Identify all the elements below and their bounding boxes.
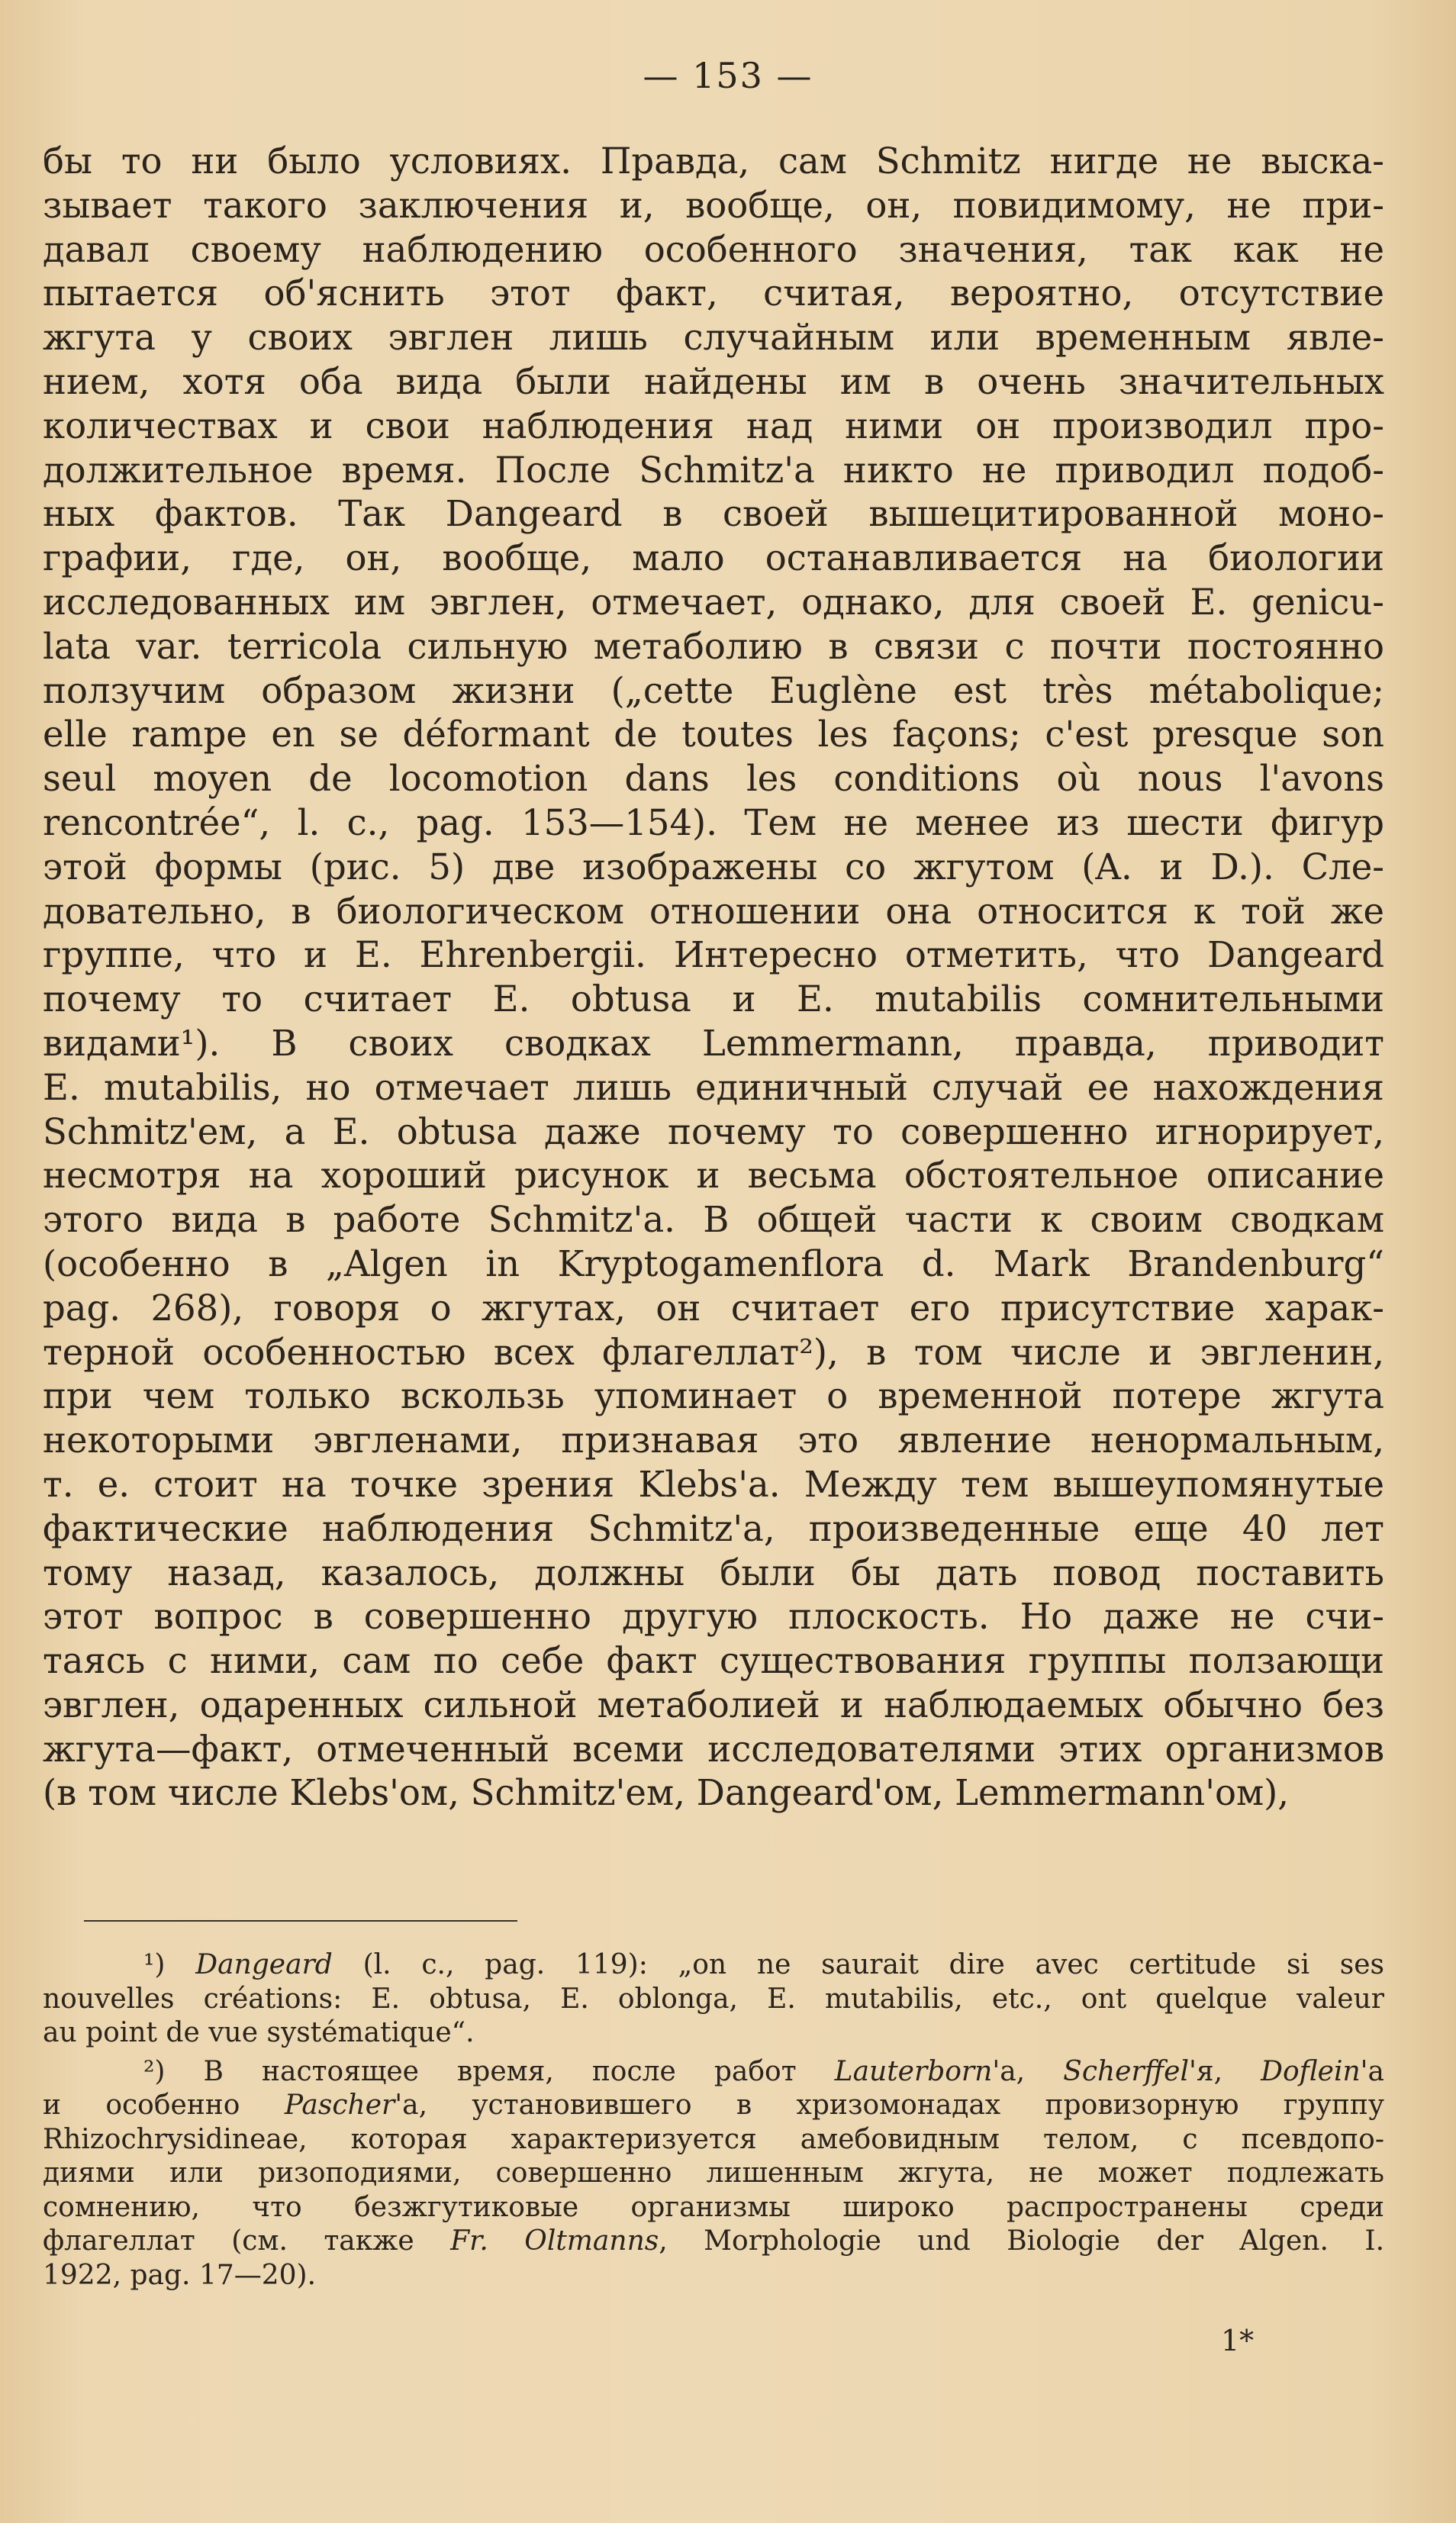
body-line: пытается об'яснить этот факт, считая, вероятно, отсутствие <box>43 272 1384 314</box>
body-line: таясь с ними, сам по себе факт существования группы ползающи <box>43 1640 1384 1682</box>
footnote-text: 1922, pag. 17—20). <box>43 2259 317 2291</box>
footnote-line <box>43 2259 1384 2293</box>
footnote-text: Rhizochrysidineae, которая характеризуется амебовидным телом, с псевдопо- <box>43 2123 1384 2155</box>
footnote-text: сомнению, что безжгутиковые организмы широко распространены среди <box>43 2191 1384 2223</box>
footnote-line <box>43 2055 1384 2090</box>
footnote-line <box>43 2191 1384 2225</box>
footnote-text: (l. c., pag. 119): „on ne saurait dire avec certitude si ses <box>332 1949 1384 1980</box>
body-line: эвглен, одаренных сильной метаболией и наблюдаемых обычно без <box>43 1684 1384 1726</box>
footnote-text: au point de vue systématique“. <box>43 2017 475 2048</box>
body-line: rencontrée“, l. c., pag. 153—154). Тем не менее из шести фигур <box>43 801 1384 843</box>
body-line: Schmitz'ем, а E. obtusa даже почему то совершенно игнорирует, <box>43 1110 1384 1152</box>
body-line: некоторыми эвгленами, признавая это явление ненормальным, <box>43 1419 1384 1461</box>
footnote-italic-name: Dangeard <box>195 1949 333 1980</box>
body-line: E. mutabilis, но отмечает лишь единичный случай ее нахождения <box>43 1066 1384 1108</box>
signature-mark: 1* <box>1221 2324 1255 2357</box>
body-line: группе, что и E. Ehrenbergii. Интересно отметить, что Dangeard <box>43 934 1384 976</box>
body-line: pag. 268), говоря о жгутах, он считает его присутствие харак- <box>43 1287 1384 1329</box>
footnote-italic-name: Fr. Oltmanns <box>450 2225 659 2257</box>
body-line: видами¹). В своих сводках Lemmermann, правда, приводит <box>43 1022 1384 1064</box>
body-line: бы то ни было условиях. Правда, сам Schmitz нигде не выска- <box>43 140 1384 182</box>
body-line: терной особенностью всех флагеллат²), в том числе и эвгленин, <box>43 1331 1384 1373</box>
body-line: при чем только вскользь упоминает о временной потере жгута <box>43 1375 1384 1417</box>
footnote-italic-name: Doflein <box>1261 2055 1361 2087</box>
page-number: — 153 — <box>643 55 813 96</box>
body-line: зывает такого заключения и, вообще, он, повидимому, не при- <box>43 184 1384 226</box>
footnote-line <box>43 2089 1384 2123</box>
footnote-text: , Morphologie und Biologie der Algen. I. <box>659 2225 1385 2257</box>
body-line: elle rampe en se déformant de toutes les façons; c'est presque son <box>43 714 1384 756</box>
body-line: должительное время. После Schmitz'a никто не приводил подоб- <box>43 449 1384 491</box>
body-line: давал своему наблюдению особенного значения, так как не <box>43 228 1384 270</box>
body-line: seul moyen de locomotion dans les conditions où nous l'avons <box>43 758 1384 800</box>
body-line: этого вида в работе Schmitz'a. В общей части к своим сводкам <box>43 1199 1384 1241</box>
body-line: жгута—факт, отмеченный всеми исследователями этих организмов <box>43 1728 1384 1770</box>
footnote-text: 'a, <box>992 2055 1064 2087</box>
footnote-line <box>43 1983 1384 2017</box>
footnote-line <box>43 2016 1384 2051</box>
footnote-separator <box>84 1920 517 1922</box>
body-line: lata var. terricola сильную метаболию в связи с почти постоянно <box>43 625 1384 667</box>
footnote-text: диями или ризоподиями, совершенно лишенным жгута, не может подлежать <box>43 2157 1384 2189</box>
footnote-text: и особенно <box>43 2090 285 2121</box>
footnote-1 <box>43 1948 1384 2051</box>
footnote-italic-name: Pascher <box>284 2090 395 2121</box>
footnote-text: 'a, установившего в хризомонадах провизорную группу <box>395 2090 1384 2121</box>
body-line: (особенно в „Algen in Kryptogamenflora d. Mark Brandenburg“ <box>43 1242 1384 1284</box>
body-line: этой формы (рис. 5) две изображены со жгутом (A. и D.). Сле- <box>43 846 1384 888</box>
footnote-text: флагеллат (см. также <box>43 2225 451 2257</box>
footnote-text: 'я, <box>1189 2055 1261 2087</box>
footnote-line <box>43 2123 1384 2157</box>
body-line: исследованных им эвглен, отмечает, однако, для своей E. genicu- <box>43 581 1384 623</box>
footnote-text: nouvelles créations: E. obtusa, E. oblonga, E. mutabilis, etc., ont quelque valeur <box>43 1983 1384 2015</box>
footnote-italic-name: Scherffel <box>1063 2055 1190 2087</box>
body-line: довательно, в биологическом отношении она относится к той же <box>43 890 1384 932</box>
body-line: фактические наблюдения Schmitz'a, произведенные еще 40 лет <box>43 1507 1384 1549</box>
body-line: этот вопрос в совершенно другую плоскость. Но даже не счи- <box>43 1596 1384 1638</box>
footnote-text: ²) В настоящее время, после работ <box>143 2055 835 2087</box>
body-line: графии, где, он, вообще, мало останавливается на биологии <box>43 537 1384 579</box>
footnote-line <box>43 2157 1384 2191</box>
body-line: жгута у своих эвглен лишь случайным или временным явле- <box>43 317 1384 359</box>
footnote-line <box>43 2225 1384 2259</box>
body-line: нием, хотя оба вида были найдены им в очень значительных <box>43 360 1384 402</box>
footnote-italic-name: Lauterborn <box>834 2055 993 2087</box>
body-line: тому назад, казалось, должны были бы дать повод поставить <box>43 1552 1384 1593</box>
body-line: почему то считает E. obtusa и E. mutabilis сомнительными <box>43 978 1384 1020</box>
body-line: ползучим образом жизни („cette Euglène est très métabolique; <box>43 669 1384 711</box>
body-line: т. е. стоит на точке зрения Klebs'a. Между тем вышеупомянутые <box>43 1463 1384 1505</box>
body-line: (в том числе Klebs'ом, Schmitz'ем, Dangeard'ом, Lemmermann'ом), <box>43 1772 1290 1814</box>
footnote-text: 'a <box>1360 2055 1385 2087</box>
body-line: количествах и свои наблюдения над ними он производил про- <box>43 404 1384 446</box>
body-line: несмотря на хороший рисунок и весьма обстоятельное описание <box>43 1155 1384 1197</box>
footnotes <box>43 1948 1384 2293</box>
footnote-2 <box>43 2055 1384 2293</box>
footnote-text: ¹) <box>143 1949 196 1980</box>
main-text <box>43 140 1384 1816</box>
body-line: ных фактов. Так Dangeard в своей вышецитированной моно- <box>43 493 1384 535</box>
footnote-line <box>43 1948 1384 1983</box>
